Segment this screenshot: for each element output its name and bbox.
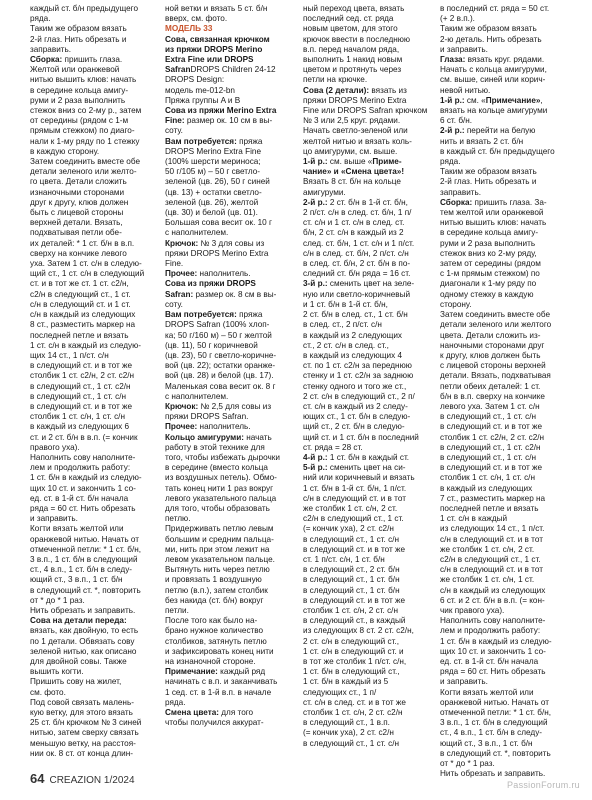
site-watermark: PassionForum.ru xyxy=(506,780,580,790)
page-footer xyxy=(30,771,135,786)
paragraph xyxy=(440,4,572,55)
paragraph xyxy=(165,310,293,402)
paragraph xyxy=(165,708,293,728)
bold-term: Приме- чание» и «Смена цвета»! xyxy=(303,157,405,177)
bold-term: 1-й р.: xyxy=(303,157,328,167)
body-text: пряжа DROPS Safran (100% хлоп- ка; 50 г/160 м) – 50 г желтой (цв. 11), 50 г коричневой (цв. 23), 50 г светло-коричне- вой (цв. 22); остатки оранже- вой (цв. 28) и белой (цв. 17). Маленькая сова весит ок. 8 г с наполнителем. xyxy=(165,310,277,401)
text-column-3 xyxy=(303,4,431,749)
bold-term: Крючок: xyxy=(165,238,199,248)
body-text: вязать круг. рядами. Начать с кольца амигуруми, см. выше, синей или корич- невой нитью. xyxy=(440,55,547,95)
paragraph xyxy=(165,422,293,432)
bold-term: Сова (2 детали): xyxy=(303,85,370,95)
body-text: пришить глаза. За- тем желтой или оранжевой нитью вышить клюв: начать в середине кольца амигу- руми и 2 раза выполнить стежок вниз ко 2-му ряду, затем от середины (рядом с 1-м прямым стежком) по диагонали к 1-му ряду по одному стежку в каждую сторону. Затем соединить вместе обе детали зеленого или желтого цвета. Детали сложить из- наночными сторонами друг к другу, клюв должен быть с лицевой стороны верхней детали. Вязать, подхватывая петли обеих деталей: 1 ст. б/н в в.п. сверху на кончике левого уха. Затем 1 ст. с/н в следующий ст., 1 ст. с/н в следующий ст. и в тот же столбик 1 ст. с2/н, 2 ст. с2/н в следующий ст., 1 ст. с2/н в следующий ст., 1 ст. с/н в следующий ст. и в тот же столбик 1 ст. с/н, 1 ст. с/н в каждый из следующих 7 ст., разместить маркер на последней петле и вязать 1 ст. с/н в каждый из следующих 14 ст., 1 п/ст. с/н в следующий ст. и в тот же столбик 1 ст. с/н, 2 ст. с2/н в следующий ст., 1 ст. с/н в следующий ст. и в тот же столбик 1 ст. с/н, 1 ст. с/н в каждый из следующих 6 ст. и 2 ст. б/н в в.п. (= кон- чик правого уха). Наполнить сову наполните- лем и продолжить работу: 1 ст. б/н в каждый из следую- щих 10 ст. и закончить 1 со- ед. ст. в 1-й ст. б/н начала ряда = 60 ст. Нить обрезать и заправить. Когти вязать желтой или оранжевой нитью. Начать от отмеченной петли: * 1 ст. б/н, 3 в.п., 1 ст. б/н в следующий ст., 4 в.п., 1 ст. б/н в следу- ющий ст., 3 в.п., 1 ст. б/н в следующий ст. *, повторить от * до * 1 раз. Нить обрезать и заправить. xyxy=(440,197,552,779)
bold-term: Сова на детали переда: xyxy=(30,616,127,626)
body-text: сменить цвет на зеле- ную или светло-коричневый и 1 ст. б/н в 1-й ст. б/н, 2 ст. б/н в след. ст., 1 ст. б/н в след. ст., 2 п/ст. с/н в каждый из 2 следующих ст., 2 ст. с/н в след. ст., в каждый из следующих 4 ст. по 1 ст. с2/н за переднюю стенку и 1 ст. с2/н за заднюю стенку одного и того же ст., 2 ст. с/н в следующий ст., 2 п/ ст. с/н в каждый из 2 следу- ющих ст., 1 ст. б/н в следую- щий ст., 2 ст. б/н в следую- щий ст. и 1 ст. б/н в последний ст. ряда = 28 ст. xyxy=(303,279,419,452)
paragraph xyxy=(165,269,293,279)
paragraph xyxy=(165,239,293,270)
bold-term: Вам потребуется: xyxy=(165,310,237,320)
bold-term: Примечание» xyxy=(485,95,541,105)
body-text: 1 ст. б/н в каждый ст. xyxy=(327,452,410,462)
body-text: в последний ст. ряда = 50 ст. (+ 2 в.п.). Таким же образом вязать 2-ю деталь. Нить обрезать и заправить. xyxy=(440,4,550,54)
paragraph xyxy=(165,4,293,24)
magazine-issue: CREAZION 1/2024 xyxy=(49,775,135,786)
paragraph xyxy=(165,35,293,106)
bold-term: Примечание: xyxy=(165,667,218,677)
body-text: вязать, как двойную, то есть по 1 детали. Обвязать сову зеленой нитью, как описано для двойной совы. Также вышить когти. Пришить сову на жилет, см. фото. Под совой связать малень- кую ветку, для этого вязать 25 ст. б/н крючком № 3 синей нитью, затем сверху связать меньшую ветку, на расстоя- нии ок. 8 ст. от конца длин- xyxy=(30,626,142,758)
text-column-2 xyxy=(165,4,293,728)
body-text: для того чтобы получился аккурат- xyxy=(165,708,264,728)
body-text: , вязать на кольце амигуруми 6 ст. б/н. xyxy=(440,95,548,126)
body-text: см. выше « xyxy=(327,157,373,167)
bold-term: Вам потребуется: xyxy=(165,136,237,146)
body-text: 2 ст. б/н в 1-й ст. б/н, 2 п/ст. с/н в след. ст. б/н, 1 п/ ст. с/н и 1 ст. с/н в след. ст. б/н, 2 ст. с/н в каждый из 2 след. ст. б/н, 1 ст. с/н и 1 п/ст. с/н в след. ст. б/н, 2 п/ст. с/н в след. ст. б/н, 2 ст. б/н в по- следний ст. б/н ряда = 16 ст. xyxy=(303,197,415,279)
body-text: наполнитель. xyxy=(197,269,251,279)
body-text: сменить цвет на си- ний или коричневый и вязать 1 ст. б/н в 1-й ст. б/н, 1 п/ст. с/н в следующий ст. и в тот же столбик 1 ст. с/н, 2 ст. с2/н в следующий ст., 1 ст. (= кончик уха), 2 ст. с2/н в следующий ст., 1 ст. с/н в следующий ст. и в тот же ст. 1 п/ст. с/н, 1 ст. б/н в следующий ст., 2 ст. б/н в следующий ст., 1 ст. б/н в следующий ст., 1 ст. б/н в следующий ст. и в тот же столбик 1 ст. с/н, 2 ст. с/н в следующий ст., в каждый из следующих 8 ст. 2 ст. с2/н, 2 ст. с/н в следующий ст., 1 ст. с/н в следующий ст. и в тот же столбик 1 п/ст. с/н, 1 ст. б/н в следующий ст., 1 ст. б/н в каждый из 5 следующих ст., 1 п/ ст. с/н в след. ст. и в тот же столбик 1 ст. с/н, 2 ст. с2/н в следующий ст., 1 в.п. (= кончик уха), 2 ст. с2/н в следующий ст., 1 ст. с/н xyxy=(303,463,415,748)
paragraph xyxy=(165,279,293,310)
model-heading: МОДЕЛЬ 33 xyxy=(165,24,213,34)
body-text: см. « xyxy=(464,95,486,105)
body-text: начать работу в этой технике для того, чтобы избежать дырочки в середине (вместо кольца из воздушных петель). Обмо- тать конец нити 1 раз вокруг левого указательного пальца для того, чтобы образовать петлю. Придерживать петлю левым большим и средним пальца- ми, нить при этом лежит на левом указательном пальце. Вытянуть нить через петлю и провязать 1 воздушную петлю (в.п.), затем столбик без накида (ст. б/н) вокруг петли. После того как было на- брано нужное количество столбиков, затянуть петлю и зафиксировать конец нити на изнаночной стороне. xyxy=(165,432,280,666)
paragraph xyxy=(303,453,431,463)
text-column-4 xyxy=(440,4,572,779)
body-text: пряжа DROPS Merino Extra Fine (100% шерсти мериноса; 50 г/105 м) – 50 г светло- зеленой (цв. 26), 50 г синей (цв. 13) + остатки светло- зеленой (цв. 26), желтой (цв. 30) и белой (цв. 01). Большая сова весит ок. 10 г с наполнителем. xyxy=(165,136,273,238)
bold-term: 5-й р.: xyxy=(303,463,328,473)
paragraph xyxy=(303,86,431,157)
paragraph xyxy=(165,24,293,34)
bold-term: Сова из пряжи DROPS Safran: xyxy=(165,279,256,299)
paragraph xyxy=(30,616,158,759)
paragraph xyxy=(440,198,572,780)
paragraph xyxy=(303,157,431,198)
body-text: ный переход цвета, вязать последний сед. ст. ряда новым цветом, для этого крючок ввести в последнюю в.п. перед началом ряда, выполнить 1 накид новым цветом и протянуть через петли на крючке. xyxy=(303,4,411,85)
bold-term: 3-й р.: xyxy=(303,279,328,289)
body-text: № 3 для совы из пряжи DROPS Merino Extra Fine. xyxy=(165,238,269,269)
paragraph xyxy=(165,106,293,137)
bold-term: Сова из пряжи Merino Extra Fine: xyxy=(165,106,277,126)
bold-term: Прочее: xyxy=(165,269,198,279)
body-text: перейти на белую нить и вязать 2 ст. б/н в каждый ст. б/н предыдущего ряда. Таким же образом вязать 2-й глаз. Нить обрезать и заправить. xyxy=(440,126,555,197)
paragraph xyxy=(30,4,158,55)
bold-term: Смена цвета: xyxy=(165,708,219,718)
body-text: каждый ст. б/н предыдущего ряда. Таким же образом вязать 2-й глаз. Нить обрезать и заправить. xyxy=(30,4,138,54)
body-text: № 2,5 для совы из пряжи DROPS Safran. xyxy=(165,401,272,422)
paragraph xyxy=(165,667,293,708)
paragraph xyxy=(440,96,572,127)
bold-term: 2-й р.: xyxy=(303,197,328,207)
paragraph xyxy=(440,126,572,197)
bold-term: Сборка: xyxy=(440,197,473,207)
body-text: наполнитель. xyxy=(197,422,251,432)
body-text: пришить глаза. Желтой или оранжевой нитью вышить клюв: начать в середине кольца амигу- руми и 2 раза выполнить стежок вниз со 2-му р., затем от середины (рядом с 1-м прямым стежком) по диаго- нали к 1-му ряду по 1 стежку в каждую сторону. Затем соединить вместе обе детали зеленого или желто- го цвета. Детали сложить изнаночными сторонами друг к другу, клюв должен быть с лицевой стороны верхней детали. Вязать, подхватывая петли обе- их деталей: * 1 ст. б/н в в.п. сверху на кончике левого уха. Затем 1 ст. с/н в следую- щий ст., 1 ст. с/н в следующий ст. и в тот же ст. 1 ст. с2/н, с2/н в следующий ст., 1 ст. с/н в следующий ст. и 1 ст. с/н в каждый из следующих 8 ст., разместить маркер на последней петле и вязать 1 ст. с/н в каждый из следую- щих 14 ст., 1 п/ст. с/н в следующий ст. и в тот же столбик 1 ст. с2/н, 2 ст. с2/н в следующий ст., 1 ст. с2/н в следующий ст., 1 ст. с/н в следующий ст. и в тот же столбик 1 ст. с/н, 1 ст. с/н в каждый из следующих 6 ст. и 2 ст. б/н в в.п. (= кончик правого уха). Наполнить сову наполните- лем и продолжить работу: 1 ст. б/н в каждый из следую- щих 10 ст. и закончить 1 со- ед. ст. в 1-й ст. б/н начала ряда = 60 ст. Нить обрезать и заправить. Когти вязать желтой или оранжевой нитью. Начать от отмеченной петли: * 1 ст. б/н, 3 в.п., 1 ст. б/н в следующий ст., 4 в.п., 1 ст. б/н в следу- ющий ст., 3 в.п., 1 ст. б/н в следующий ст. *, повторить от * до * 1 раз. Нить обрезать и заправить. xyxy=(30,55,145,615)
bold-term: 2-й р.: xyxy=(440,126,465,136)
body-text: ной ветки и вязать 5 ст. б/н вверх, см. фото. xyxy=(165,4,268,24)
bold-term: Крючок: xyxy=(165,401,199,411)
body-text: размер ок. 10 см в вы- соту. xyxy=(165,116,273,136)
page-number: 64 xyxy=(30,771,45,786)
paragraph xyxy=(165,433,293,668)
paragraph xyxy=(303,279,431,452)
bold-term: Глаза: xyxy=(440,55,466,65)
bold-term: 4-й р.: xyxy=(303,452,328,462)
body-text: DROPS Children 24-12 DROPS Design: модель me-012-bn Пряжа группы A и B xyxy=(165,65,276,105)
body-text: Вязать 8 ст. б/н на кольце амигуруми. xyxy=(303,177,401,197)
paragraph xyxy=(165,402,293,422)
bold-term: Кольцо амигуруми: xyxy=(165,432,244,442)
paragraph xyxy=(165,137,293,239)
bold-term: Прочее: xyxy=(165,422,198,432)
paragraph xyxy=(303,4,431,86)
paragraph xyxy=(303,198,431,280)
bold-term: Сова, связанная крючком из пряжи DROPS Merino Extra Fine или DROPS Safran xyxy=(165,34,270,75)
text-column-1 xyxy=(30,4,158,759)
paragraph xyxy=(303,463,431,749)
bold-term: 1-й р.: xyxy=(440,95,465,105)
bold-term: Сборка: xyxy=(30,55,63,65)
body-text: вязать из пряжи DROPS Merino Extra Fine или DROPS Safran крючком № 3 или 2,5 круг. рядами. Начать светло-зеленой или желтой нитью и вязать коль- цо амигуруми, см. выше. xyxy=(303,85,428,156)
body-text: размер ок. 8 см в вы- соту. xyxy=(165,289,277,309)
paragraph xyxy=(30,55,158,616)
paragraph xyxy=(440,55,572,96)
body-text: каждый ряд начинать с в.п. и заканчивать 1 сед. ст. в 1-й в.п. в начале ряда. xyxy=(165,667,278,707)
